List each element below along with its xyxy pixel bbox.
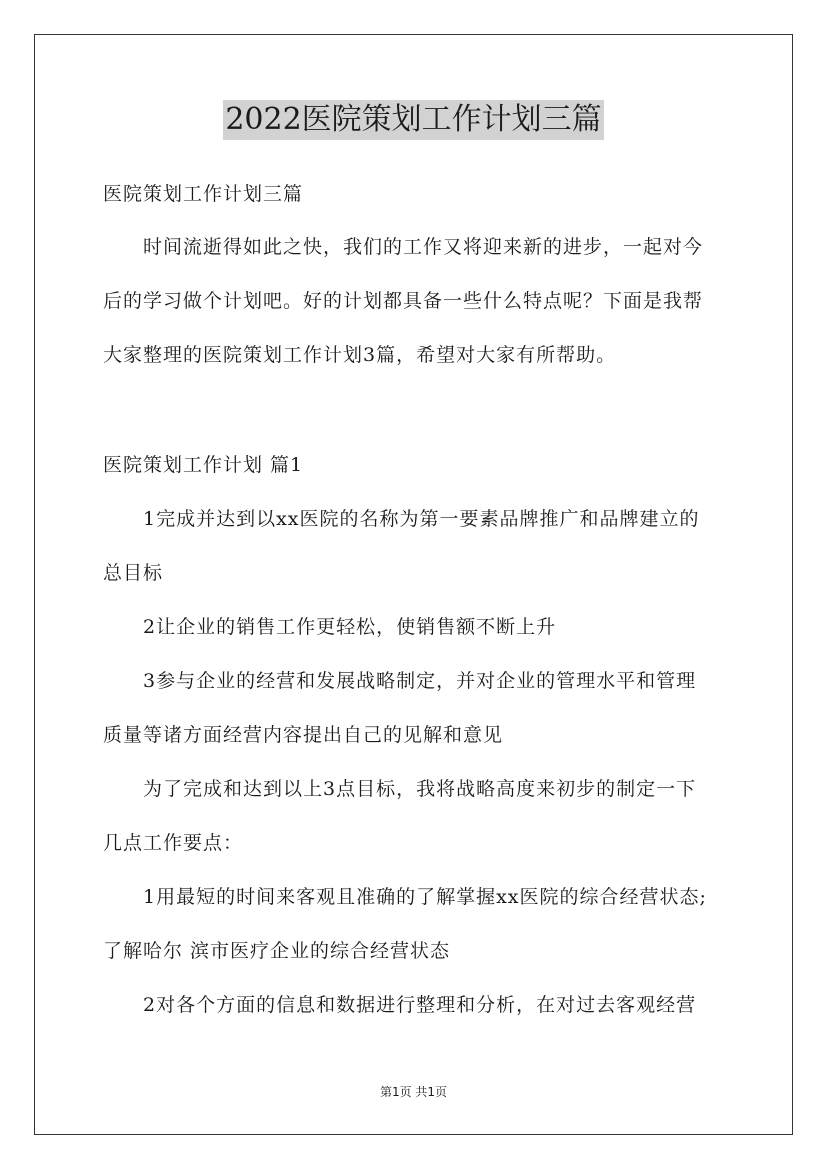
intro-line: 大家整理的医院策划工作计划3篇，希望对大家有所帮助。 [103,344,617,366]
body-line: 质量等诸方面经营内容提出自己的见解和意见 [103,724,504,746]
body-line: 3参与企业的经营和发展战略制定，并对企业的管理水平和管理 [143,670,697,692]
intro-line: 后的学习做个计划吧。好的计划都具备一些什么特点呢？下面是我帮 [103,290,704,312]
body-line: 2对各个方面的信息和数据进行整理和分析，在对过去客观经营 [143,994,697,1016]
body-line: 1用最短的时间来客观且准确的了解掌握xx医院的综合经营状态; [143,886,707,908]
body-line: 2让企业的销售工作更轻松，使销售额不断上升 [143,616,557,638]
body-line: 1完成并达到以xx医院的名称为第一要素品牌推广和品牌建立的 [143,508,700,530]
body-line: 为了完成和达到以上3点目标，我将战略高度来初步的制定一下 [143,778,697,800]
page-number-footer: 第1页 共1页 [379,1085,448,1099]
document-title: 2022医院策划工作计划三篇 [223,100,603,140]
body-line: 了解哈尔 滨市医疗企业的综合经营状态 [103,940,451,962]
body-line: 总目标 [103,562,164,584]
section-heading: 医院策划工作计划 篇1 [103,454,304,476]
intro-line: 时间流逝得如此之快，我们的工作又将迎来新的进步，一起对今 [143,236,704,258]
document-subtitle: 医院策划工作计划三篇 [103,183,304,205]
body-line: 几点工作要点： [103,832,244,854]
